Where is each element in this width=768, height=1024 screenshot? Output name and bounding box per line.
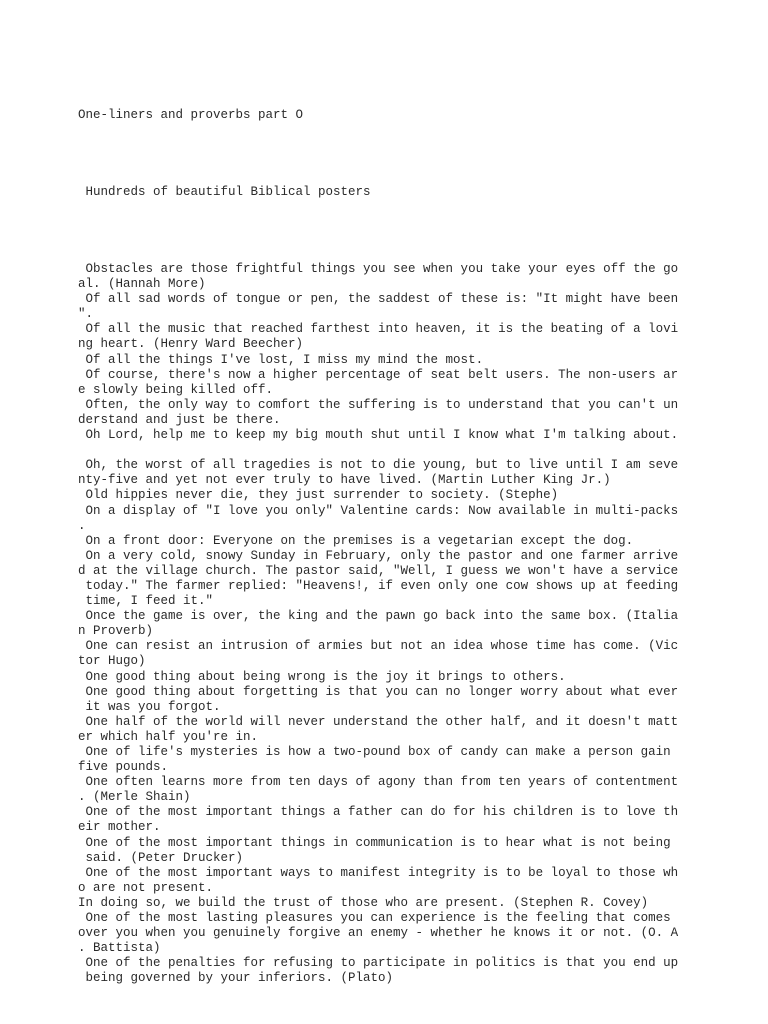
body-line: Obstacles are those frightful things you see when you take your eyes off the go	[78, 262, 679, 276]
body-line: er which half you're in.	[78, 729, 259, 744]
body-line: said. (Peter Drucker)	[78, 850, 244, 865]
body-line: On a very cold, snowy Sunday in February, only the pastor and one farmer arrive	[78, 548, 679, 563]
body-line: Of all sad words of tongue or pen, the saddest of these is: "It might have been	[78, 292, 679, 307]
body-line: Old hippies never die, they just surrender to society. (Stephe)	[78, 488, 559, 503]
body-line: Once the game is over, the king and the pawn go back into the same box. (Italia	[78, 609, 679, 624]
body-line: On a display of "I love you only" Valentine cards: Now available in multi-packs	[78, 503, 679, 518]
body-line: five pounds.	[78, 760, 169, 775]
body-line: e slowly being killed off.	[78, 382, 274, 397]
body-line: One good thing about being wrong is the joy it brings to others.	[78, 669, 566, 684]
body-line: One of the most important ways to manifest integrity is to be loyal to those wh	[78, 865, 679, 880]
document-body	[78, 262, 698, 987]
body-line: One half of the world will never understand the other half, and it doesn't matt	[78, 714, 679, 729]
body-line: Of all the things I've lost, I miss my mind the most.	[78, 352, 484, 367]
body-line: One of the most important things in communication is to hear what is not being	[78, 835, 671, 850]
document-title: One-liners and proverbs part O	[78, 108, 304, 122]
body-line: tor Hugo)	[78, 654, 146, 669]
document-subtitle: Hundreds of beautiful Biblical posters	[78, 185, 371, 199]
body-line: Oh Lord, help me to keep my big mouth shut until I know what I'm talking about.	[78, 428, 679, 443]
body-line: Often, the only way to comfort the suffering is to understand that you can't un	[78, 397, 679, 412]
body-line: .	[78, 518, 86, 533]
body-line: On a front door: Everyone on the premises is a vegetarian except the dog.	[78, 533, 634, 548]
body-line: being governed by your inferiors. (Plato)	[78, 971, 394, 986]
body-line: o are not present.	[78, 880, 214, 895]
body-line: One often learns more from ten days of agony than from ten years of contentment	[78, 775, 679, 790]
body-line: . (Merle Shain)	[78, 790, 191, 805]
body-line: over you when you genuinely forgive an enemy - whether he knows it or not. (O. A	[78, 926, 679, 941]
body-line: Oh, the worst of all tragedies is not to die young, but to live until I am seve	[78, 458, 679, 473]
body-line: Of course, there's now a higher percentage of seat belt users. The non-users ar	[78, 367, 679, 382]
body-line: d at the village church. The pastor said, "Well, I guess we won't have a service	[78, 563, 679, 578]
body-line: derstand and just be there.	[78, 412, 281, 427]
body-line: In doing so, we build the trust of those who are present. (Stephen R. Covey)	[78, 895, 649, 910]
body-line: it was you forgot.	[78, 699, 221, 714]
body-line: One of the penalties for refusing to participate in politics is that you end up	[78, 956, 679, 971]
body-line: One good thing about forgetting is that you can no longer worry about what ever	[78, 684, 679, 699]
body-line: . Battista)	[78, 941, 161, 956]
body-line: One of life's mysteries is how a two-pound box of candy can make a person gain	[78, 745, 671, 759]
body-line: One of the most lasting pleasures you can experience is the feeling that comes	[78, 911, 671, 926]
body-line: ng heart. (Henry Ward Beecher)	[78, 337, 304, 352]
body-line: today." The farmer replied: "Heavens!, if even only one cow shows up at feeding	[78, 578, 679, 593]
body-line: nty-five and yet not ever truly to have lived. (Martin Luther King Jr.)	[78, 473, 611, 488]
body-line: One of the most important things a father can do for his children is to love th	[78, 805, 679, 820]
body-line: time, I feed it."	[78, 594, 214, 609]
body-line: eir mother.	[78, 820, 161, 835]
body-line: n Proverb)	[78, 624, 154, 639]
body-line: ".	[78, 307, 94, 322]
body-line: Of all the music that reached farthest into heaven, it is the beating of a lovi	[78, 322, 679, 337]
body-line: One can resist an intrusion of armies but not an idea whose time has come. (Vic	[78, 639, 679, 654]
body-line: al. (Hannah More)	[78, 277, 206, 292]
